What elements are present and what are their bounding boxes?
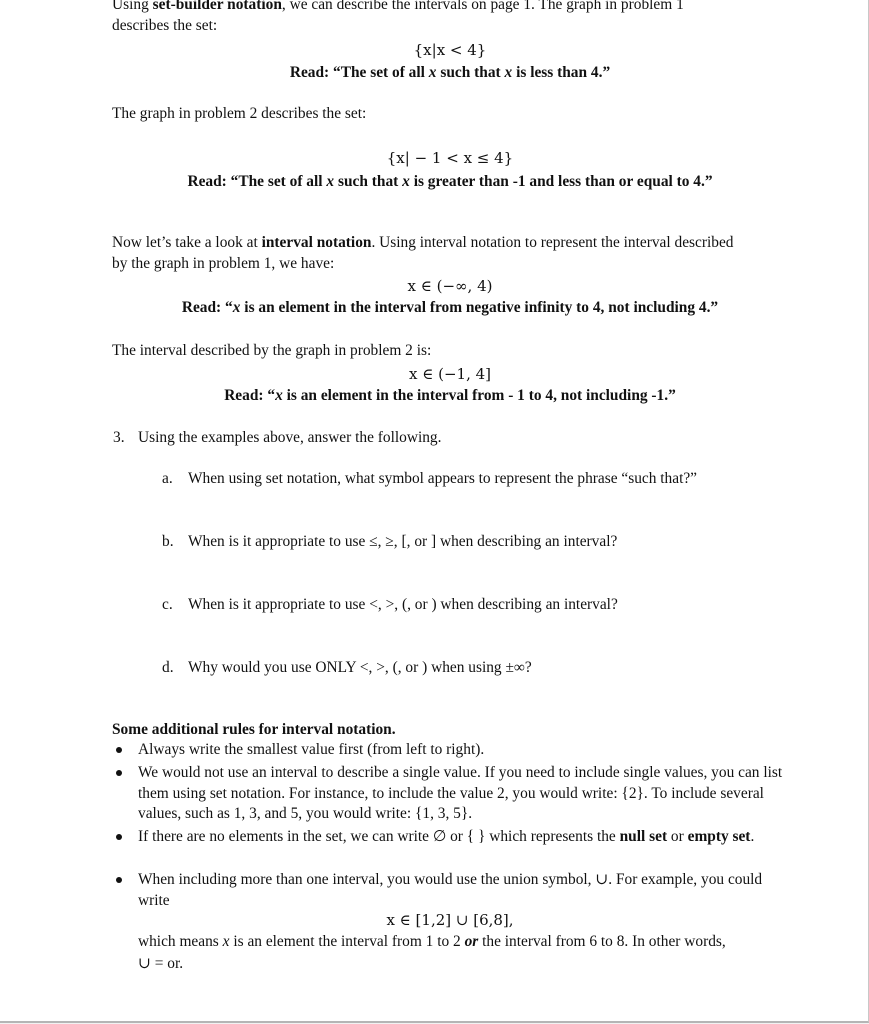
question3-number: 3.	[113, 429, 125, 446]
question3d-text: Why would you use ONLY <, >, (, or ) when using ±∞?	[188, 659, 532, 676]
null-set-term: null set	[619, 828, 668, 845]
empty-set-term: empty set	[687, 828, 751, 845]
interval2-expression: x ∈ (−1, 4]	[409, 365, 491, 383]
interval1-var: x	[232, 299, 241, 316]
interval2-read	[0, 386, 869, 406]
rule4-expression: x ∈ [1,2] ∪ [6,8],	[386, 911, 514, 929]
interval1-expression: x ∈ (−∞, 4)	[407, 277, 493, 295]
set2-read-label: Read: “The set of all	[187, 173, 323, 190]
interval1-read-end: is an element in the interval from negative infinity to 4, not including 4.”	[244, 299, 719, 316]
set1-read-label: Read: “The set of all	[289, 64, 425, 81]
rule3-or: or	[667, 828, 688, 845]
interval1-read	[0, 298, 869, 318]
interval2-read-end: is an element in the interval from - 1 to 4, not including -1.”	[286, 387, 676, 404]
interval2-var: x	[275, 387, 283, 404]
rule3-end: .	[750, 828, 755, 845]
rule4-or-emphasis: or	[464, 933, 479, 950]
set1-read-mid: such that	[440, 64, 501, 81]
interval-intro-line-1	[112, 233, 733, 253]
question3c-text: When is it appropriate to use <, >, (, or ) when describing an interval?	[188, 596, 618, 613]
rule-4-text: When including more than one interval, you would use the union symbol, ∪. For example, you could write	[138, 871, 763, 909]
question3a-text: When using set notation, what symbol appears to represent the phrase “such that?”	[188, 470, 698, 487]
bullet-icon	[116, 747, 122, 753]
interval-intro-suffix: . Using interval notation to represent the interval described	[371, 234, 734, 251]
rule4-which-end: the interval from 6 to 8. In other words,	[478, 933, 726, 950]
set2-read	[0, 172, 869, 192]
rule-3	[138, 827, 792, 848]
rule4-which-mid: is an element the interval from 1 to 2	[229, 933, 465, 950]
intro-line-1	[112, 0, 684, 15]
rule4-var: x	[222, 933, 230, 950]
set2-var1: x	[326, 173, 335, 190]
interval-intro-line-2: by the graph in problem 1, we have:	[112, 255, 335, 272]
set2-read-mid: such that	[337, 173, 399, 190]
interval-intro-prefix: Now let’s take a look at	[112, 234, 262, 251]
interval-notation-term: interval notation	[261, 234, 372, 251]
set1-read	[0, 63, 869, 83]
interval2-intro: The interval described by the graph in problem 2 is:	[112, 342, 432, 359]
intro-suffix: , we can describe the intervals on page 1. The graph in problem 1	[281, 0, 684, 13]
rule4-which	[138, 932, 726, 952]
set2-read-end: is greater than -1 and less than or equal to 4.”	[413, 173, 713, 190]
set1-var2: x	[504, 64, 513, 81]
question3b-text: When is it appropriate to use ≤, ≥, [, or ] when describing an interval?	[188, 533, 618, 550]
question3a-letter: a.	[162, 470, 173, 487]
set2-expression: {x| − 1 < x ≤ 4}	[386, 149, 514, 167]
bullet-icon	[116, 834, 122, 840]
interval2-read-label: Read: “	[224, 387, 276, 404]
rule4-final: ∪ = or.	[138, 955, 184, 972]
set1-read-end: is less than 4.”	[516, 64, 611, 81]
set1-expression: {x|x < 4}	[413, 41, 487, 59]
graph2-intro: The graph in problem 2 describes the set:	[112, 105, 367, 122]
set2-var2: x	[402, 173, 410, 190]
question3b-letter: b.	[162, 533, 174, 550]
question3c-letter: c.	[162, 596, 173, 613]
rules-heading: Some additional rules for interval notation.	[112, 721, 396, 738]
rule4-which-prefix: which means	[138, 933, 223, 950]
rule-2: We would not use an interval to describe a single value. If you need to include single values, you can list them using set notation. For instance, to include the value 2, you would write: {2}. To include several values, such as 1, 3, and 5, you would write: {1, 3, 5}.	[138, 764, 783, 822]
intro-prefix: Using	[112, 0, 153, 13]
bullet-icon	[116, 877, 122, 883]
rule3-prefix: If there are no elements in the set, we can write ∅ or { } which represents the	[138, 828, 620, 845]
intro-line-2: describes the set:	[112, 17, 218, 34]
question3-text: Using the examples above, answer the following.	[138, 429, 442, 446]
set-builder-term: set-builder notation	[152, 0, 282, 13]
rule-1: Always write the smallest value first (from left to right).	[138, 741, 485, 758]
question3d-letter: d.	[162, 659, 174, 676]
bullet-icon	[116, 770, 122, 776]
interval1-read-label: Read: “	[181, 299, 233, 316]
set1-var1: x	[428, 64, 437, 81]
